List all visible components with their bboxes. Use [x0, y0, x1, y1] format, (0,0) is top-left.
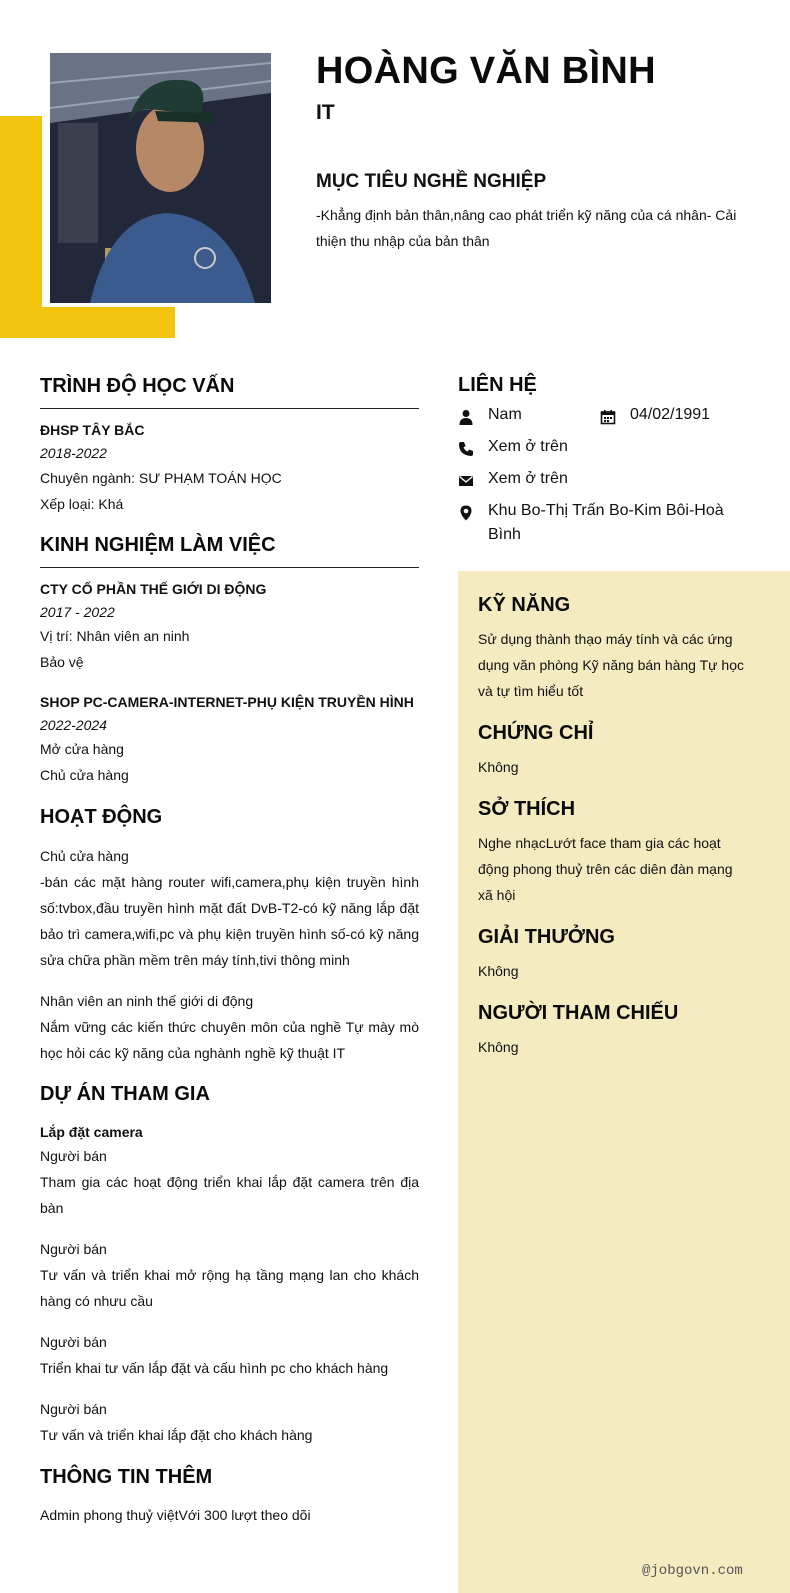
education-school: ĐHSP TÂY BẮC: [40, 422, 145, 438]
project-text: Tư vấn và triển khai lắp đặt cho khách hàng: [40, 1427, 313, 1443]
objective-text: -Khẳng định bản thân,nâng cao phát triển kỹ năng của cá nhân- Cải thiện thu nhập của bản thân: [316, 207, 737, 249]
certificates-text: Không: [478, 759, 519, 775]
awards-text: Không: [478, 963, 519, 979]
job-position: Mở cửa hàng: [40, 741, 124, 757]
job-description: Bảo vệ: [40, 654, 84, 670]
project-role: Người bán: [40, 1401, 107, 1417]
accent-block-vertical: [0, 116, 42, 338]
project-text: Tham gia các hoạt động triển khai lắp đặt camera trên địa bàn: [40, 1174, 419, 1216]
job-position: Vị trí: Nhân viên an ninh: [40, 628, 190, 644]
contact-birthday: 04/02/1991: [630, 406, 711, 423]
hobbies-heading: SỞ THÍCH: [478, 798, 576, 820]
certificates-heading: CHỨNG CHỈ: [478, 722, 594, 744]
project-role: Người bán: [40, 1334, 107, 1350]
experience-heading: KINH NGHIỆM LÀM VIỆC: [40, 534, 276, 556]
activity-role: Nhân viên an ninh thế giới di động: [40, 993, 254, 1009]
calendar-icon: [600, 409, 616, 425]
contact-email: Xem ở trên: [488, 470, 568, 487]
activities-heading: HOẠT ĐỘNG: [40, 806, 163, 828]
references-text: Không: [478, 1039, 519, 1055]
phone-icon: [458, 441, 474, 457]
project-role: Người bán: [40, 1148, 107, 1164]
activity-text: Nắm vững các kiến thức chuyên môn của nghề Tự mày mò học hỏi các kỹ năng của nghành nghề kỹ thuật IT: [40, 1019, 419, 1061]
additional-text: Admin phong thuỷ việtVới 300 lượt theo dõi: [40, 1507, 311, 1523]
objective-heading: MỤC TIÊU NGHỀ NGHIỆP: [316, 171, 547, 192]
watermark: @jobgovn.com: [642, 1563, 743, 1579]
project-name: Lắp đặt camera: [40, 1124, 143, 1140]
job-title: IT: [316, 101, 335, 124]
job-period: 2022-2024: [40, 717, 107, 733]
candidate-name: HOÀNG VĂN BÌNH: [316, 50, 656, 92]
job-company: SHOP PC-CAMERA-INTERNET-PHỤ KIỆN TRUYỀN HÌNH: [40, 694, 414, 710]
experience-divider: [40, 567, 419, 568]
contact-phone: Xem ở trên: [488, 438, 568, 455]
skills-text: Sử dụng thành thạo máy tính và các ứng dụng văn phòng Kỹ năng bán hàng Tự học và tự tìm hiểu tốt: [478, 631, 744, 699]
references-heading: NGƯỜI THAM CHIẾU: [478, 1002, 679, 1024]
additional-heading: THÔNG TIN THÊM: [40, 1466, 213, 1488]
projects-heading: DỰ ÁN THAM GIA: [40, 1083, 210, 1105]
envelope-icon: [458, 473, 474, 489]
activity-role: Chủ cửa hàng: [40, 848, 129, 864]
job-description: Chủ cửa hàng: [40, 767, 129, 783]
education-divider: [40, 408, 419, 409]
project-text: Tư vấn và triển khai mở rộng hạ tầng mạng lan cho khách hàng có nhưu cầu: [40, 1267, 419, 1309]
contact-gender: Nam: [488, 406, 522, 423]
education-heading: TRÌNH ĐỘ HỌC VẤN: [40, 375, 235, 397]
location-pin-icon: [458, 505, 474, 521]
profile-photo: [50, 53, 271, 303]
project-role: Người bán: [40, 1241, 107, 1257]
activity-text: -bán các mặt hàng router wifi,camera,phụ kiện truyền hình số:tvbox,đầu truyền hình mặt đất DvB-T2-có kỹ năng lắp đặt bảo trì camera,wifi,pc và phụ kiện truyền hình số-có kỹ năng sửa chữa phần mềm trên máy tính,tivi thông minh: [40, 874, 419, 968]
contact-address: Khu Bo-Thị Trấn Bo-Kim Bôi-Hoà Bình: [488, 502, 724, 543]
education-major: Chuyên ngành: SƯ PHẠM TOÁN HỌC: [40, 470, 282, 486]
project-text: Triển khai tư vấn lắp đặt và cấu hình pc cho khách hàng: [40, 1360, 389, 1376]
awards-heading: GIẢI THƯỞNG: [478, 926, 615, 948]
hobbies-text: Nghe nhạcLướt face tham gia các hoạt động phong thuỷ trên các diên đàn mạng xã hội: [478, 835, 733, 903]
education-period: 2018-2022: [40, 445, 107, 461]
job-company: CTY CỔ PHẦN THẾ GIỚI DI ĐỘNG: [40, 581, 267, 597]
skills-heading: KỸ NĂNG: [478, 594, 571, 616]
person-icon: [458, 409, 474, 425]
job-period: 2017 - 2022: [40, 604, 115, 620]
accent-block-horizontal: [0, 307, 175, 338]
education-rank: Xếp loại: Khá: [40, 496, 124, 512]
contact-heading: LIÊN HỆ: [458, 374, 537, 396]
